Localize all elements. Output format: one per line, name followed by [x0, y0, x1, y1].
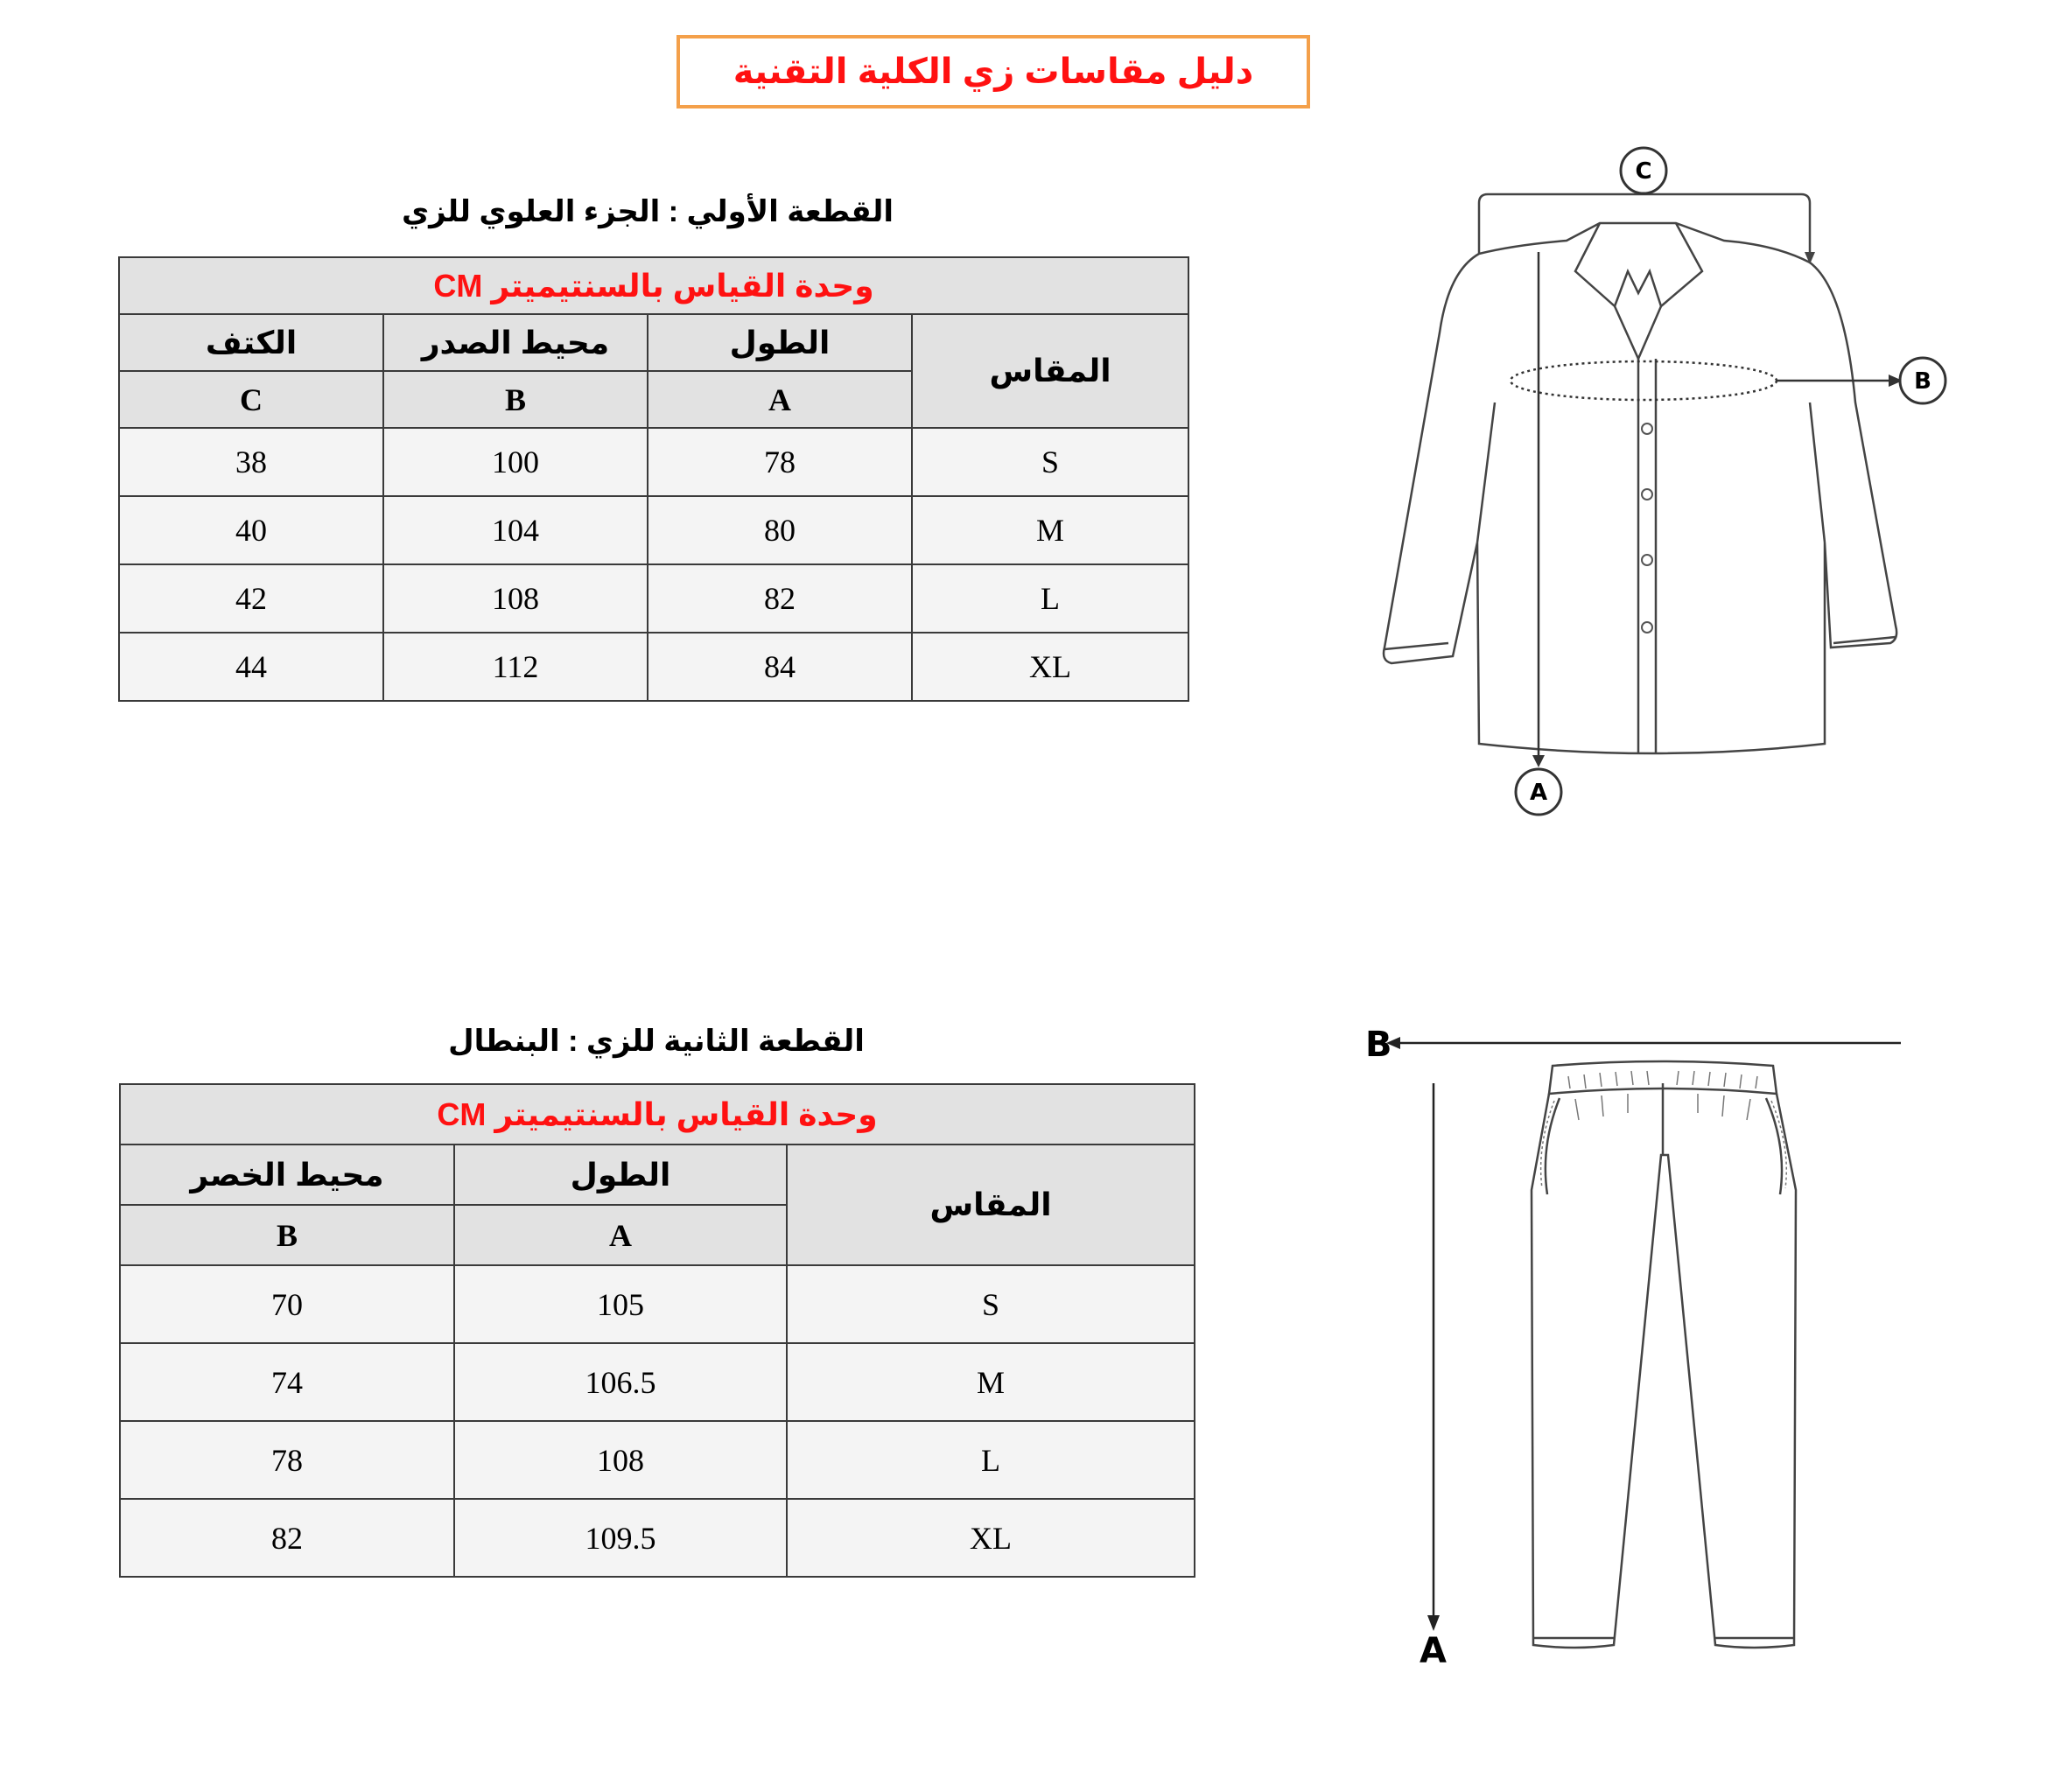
- bottom-size-cell: XL: [787, 1499, 1195, 1577]
- bottom-col-b-label: محيط الخصر: [120, 1144, 454, 1205]
- table-row: [119, 428, 1188, 496]
- top-col-a-letter: A: [648, 371, 912, 428]
- bottom-col-a-letter: A: [454, 1205, 787, 1265]
- top-size-header: المقاس: [912, 314, 1188, 428]
- chest-measure-ellipse: [1511, 361, 1777, 400]
- top-size-cell: XL: [912, 633, 1188, 701]
- top-size-cell: S: [912, 428, 1188, 496]
- button-icon: [1642, 622, 1652, 633]
- top-shoulder-cell: 40: [119, 496, 383, 564]
- trousers-outline: [1532, 1094, 1796, 1648]
- top-col-c-label: الكتف: [119, 314, 383, 371]
- top-size-table: [118, 256, 1189, 702]
- diagram-label-c: C: [1635, 158, 1652, 185]
- top-size-cell: M: [912, 496, 1188, 564]
- top-length-cell: 78: [648, 428, 912, 496]
- top-section-title: القطعة الأولي : الجزء العلوي للزي: [401, 195, 894, 228]
- top-col-b-label: محيط الصدر: [383, 314, 648, 371]
- top-col-c-letter: C: [119, 371, 383, 428]
- bottom-size-cell: S: [787, 1265, 1195, 1343]
- top-chest-cell: 104: [383, 496, 648, 564]
- bottom-length-cell: 106.5: [454, 1343, 787, 1421]
- top-col-b-letter: B: [383, 371, 648, 428]
- table-row: [119, 496, 1188, 564]
- top-chest-cell: 100: [383, 428, 648, 496]
- button-icon: [1642, 424, 1652, 434]
- bottom-length-cell: 105: [454, 1265, 787, 1343]
- table-row: [120, 1265, 1195, 1343]
- top-col-a-label: الطول: [648, 314, 912, 371]
- bottom-waist-cell: 70: [120, 1265, 454, 1343]
- bottom-waist-cell: 78: [120, 1421, 454, 1499]
- bottom-col-a-label: الطول: [454, 1144, 787, 1205]
- table-row: [120, 1421, 1195, 1499]
- page-title-box: [676, 35, 1310, 108]
- table-row: [119, 564, 1188, 633]
- bottom-length-cell: 108: [454, 1421, 787, 1499]
- button-icon: [1642, 555, 1652, 565]
- page-title: دليل مقاسات زي الكلية التقنية: [733, 52, 1254, 91]
- top-unit-label: وحدة القياس بالسنتيميتر CM: [119, 257, 1188, 314]
- bottom-size-cell: L: [787, 1421, 1195, 1499]
- bottom-size-cell: M: [787, 1343, 1195, 1421]
- bottom-size-table: [119, 1083, 1195, 1578]
- bottom-length-cell: 109.5: [454, 1499, 787, 1577]
- bottom-col-b-letter: B: [120, 1205, 454, 1265]
- top-shoulder-cell: 42: [119, 564, 383, 633]
- table-row: [120, 1499, 1195, 1577]
- table-row: [120, 1343, 1195, 1421]
- diagram-label-a: A: [1420, 1631, 1447, 1671]
- button-icon: [1642, 489, 1652, 500]
- top-length-cell: 80: [648, 496, 912, 564]
- top-chest-cell: 112: [383, 633, 648, 701]
- bottom-waist-cell: 74: [120, 1343, 454, 1421]
- top-size-cell: L: [912, 564, 1188, 633]
- diagram-label-b: B: [1914, 368, 1931, 395]
- bottom-size-header: المقاس: [787, 1144, 1195, 1265]
- table-row: [119, 633, 1188, 701]
- top-chest-cell: 108: [383, 564, 648, 633]
- top-length-cell: 84: [648, 633, 912, 701]
- bottom-waist-cell: 82: [120, 1499, 454, 1577]
- top-shoulder-cell: 38: [119, 428, 383, 496]
- top-length-cell: 82: [648, 564, 912, 633]
- diagram-label-a: A: [1529, 780, 1548, 806]
- shirt-diagram: [1365, 140, 1943, 840]
- diagram-label-b: B: [1365, 1025, 1392, 1065]
- trousers-diagram: [1365, 1015, 1908, 1671]
- bottom-section-title: القطعة الثانية للزي : البنطال: [448, 1025, 865, 1058]
- top-shoulder-cell: 44: [119, 633, 383, 701]
- bottom-unit-label: وحدة القياس بالسنتيميتر CM: [120, 1084, 1195, 1144]
